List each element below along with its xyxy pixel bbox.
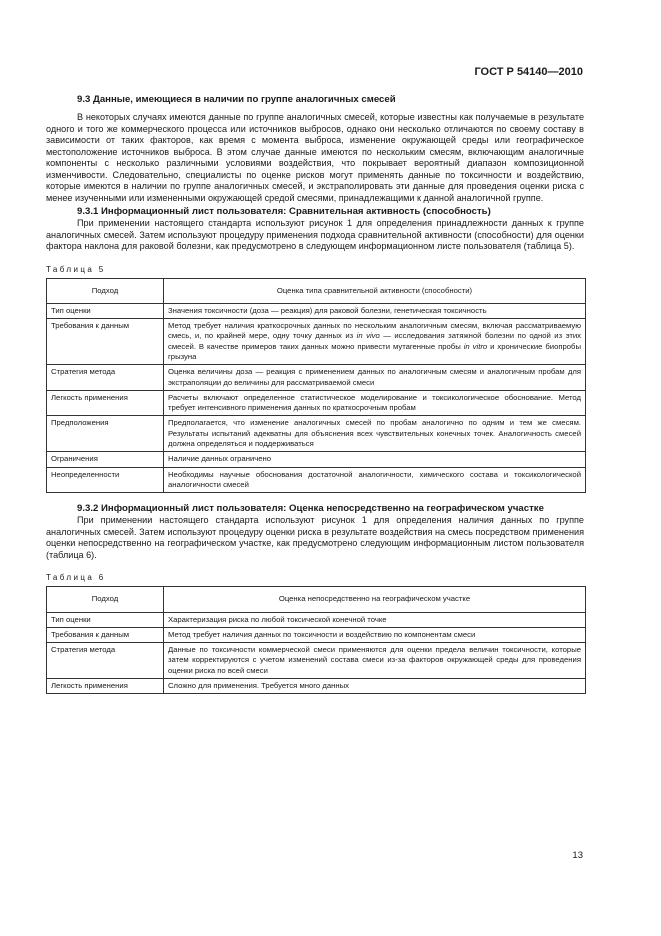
table-row — [47, 303, 586, 318]
table-5-caption: Таблица 5 — [46, 264, 106, 274]
row-label: Ограничения — [47, 452, 164, 467]
row-label: Требования к данным — [47, 627, 164, 642]
row-text-italic: in vivo — [356, 331, 380, 341]
table-row — [47, 365, 586, 391]
row-text: Оценка величины доза — реакция с применением данных по аналогичным смесям и аналогичным пробам для экстраполяции до величины для рассматриваемой смеси — [164, 365, 586, 391]
section-9-3-1-paragraph: При применении настоящего стандарта используют рисунок 1 для определения принадлежности данных к группе аналогичных смесей. Затем используют процедуру применения подхода сравнительной активности (способности) для оценки фактора наклона для раковой болезни, как предусмотрено в следующем информационном листе пользователя (таблица 5). — [46, 218, 584, 251]
table-header-cell: Подход — [47, 278, 164, 303]
row-text: Предполагается, что изменение аналогичных смесей по пробам аналогично по одним и тем же смесям. Результаты испытаний адекватны для объяснения всех чувствительных конечных точек. Аналогичность смесей должна определяться и поддерживаться — [164, 416, 586, 452]
page-content — [46, 94, 584, 694]
table-6-caption: Таблица 6 — [46, 573, 106, 583]
row-label: Неопределенности — [47, 467, 164, 493]
section-9-3-2-paragraph: При применении настоящего стандарта используют рисунок 1 для определения наличия данных по группе аналогичных смесей. Затем используют процедуру оценки риска в результате воздействия на смесь посредством применения оценки непосредственно на географическом участке, как предусмотрено следующим информационным листом пользователя (таблица 6). — [46, 515, 584, 560]
row-text: Расчеты включают определенное статистическое моделирование и токсикологическое обоснование. Метод требует интенсивного применения данных по краткосрочным пробам — [164, 390, 586, 416]
row-text: Значения токсичности (доза — реакция) для раковой болезни, генетическая токсичность — [164, 303, 586, 318]
table-header-row — [47, 278, 586, 303]
row-text-part: и хронические биопробы грызуна — [168, 341, 581, 361]
table-row — [47, 627, 586, 642]
table-header-cell: Подход — [47, 587, 164, 612]
table-row — [47, 467, 586, 493]
table-header-cell: Оценка типа сравнительной активности (способности) — [164, 278, 586, 303]
table-row — [47, 679, 586, 694]
row-text: Наличие данных ограничено — [164, 452, 586, 467]
row-text-italic: in vitro — [463, 341, 488, 351]
table-6 — [46, 586, 586, 694]
row-label: Тип оценки — [47, 303, 164, 318]
row-text — [164, 319, 586, 365]
table-5 — [46, 278, 586, 494]
table-row — [47, 643, 586, 679]
row-text-part: — исследования затяжной болезни по одной из этих смесей. В качестве примеров таких данных можно привести мутагенные пробы — [168, 331, 581, 351]
row-text: Характеризация риска по любой токсической конечной точке — [164, 612, 586, 627]
table-row — [47, 452, 586, 467]
table-row — [47, 319, 586, 365]
row-label: Требования к данным — [47, 319, 164, 365]
section-9-3-title: 9.3 Данные, имеющиеся в наличии по группе аналогичных смесей — [77, 94, 396, 105]
row-text-part: Метод требует наличия краткосрочных данных по нескольким аналогичным смесям, включая рассматриваемую смесь, и, по крайней мере, одну точку данных из — [168, 321, 581, 341]
row-text: Необходимы научные обоснования достаточной аналогичности, химического состава и токсикологической аналогичности смесей — [164, 467, 586, 493]
table-row — [47, 612, 586, 627]
table-header-cell: Оценка непосредственно на географическом участке — [164, 587, 586, 612]
row-text: Метод требует наличия данных по токсичности и воздействию по компонентам смеси — [164, 627, 586, 642]
document-code: ГОСТ Р 54140—2010 — [474, 66, 583, 78]
row-label: Стратегия метода — [47, 365, 164, 391]
row-text: Данные по токсичности коммерческой смеси применяются для оценки предела величин токсичности, которые затем корректируются с учетом изменений состава смеси из-за факторов окружающей среды для проведения оценки риска по всей смеси — [164, 643, 586, 679]
section-9-3-1-title: 9.3.1 Информационный лист пользователя: Сравнительная активность (способность) — [77, 206, 491, 217]
row-label: Предположения — [47, 416, 164, 452]
table-row — [47, 416, 586, 452]
section-9-3-2-title: 9.3.2 Информационный лист пользователя: Оценка непосредственно на географическом участке — [77, 503, 544, 515]
table-header-row — [47, 587, 586, 612]
row-label: Легкость применения — [47, 679, 164, 694]
section-9-3-paragraph: В некоторых случаях имеются данные по группе аналогичных смесей, которые известны как получаемые в результате одного и того же коммерческого процесса или источников выбросов, однако они несколько отличаются по своему составу в зависимости от таких факторов, как время с момента выброса, изменение окружающей среды или географическое местоположение источников выброса. В этом случае данные имеются по нескольким смесям, включающим аналогичные компоненты с несколько различными условиями воздействия, что покрывает вероятный диапазон композиционной изменчивости. Следовательно, специалисты по оценке рисков могут применять данные по токсичности и воздействию, которые имеются в наличии по группе аналогичных смесей, и экстраполировать эти данные для проведения оценки риска с менее изученными или измененными окружающей средой смесями, принадлежащими к данной аналогичной группе. — [46, 112, 584, 203]
row-label: Тип оценки — [47, 612, 164, 627]
row-label: Легкость применения — [47, 390, 164, 416]
table-row — [47, 390, 586, 416]
row-label: Стратегия метода — [47, 643, 164, 679]
row-text: Сложно для применения. Требуется много данных — [164, 679, 586, 694]
page-number: 13 — [572, 850, 583, 861]
